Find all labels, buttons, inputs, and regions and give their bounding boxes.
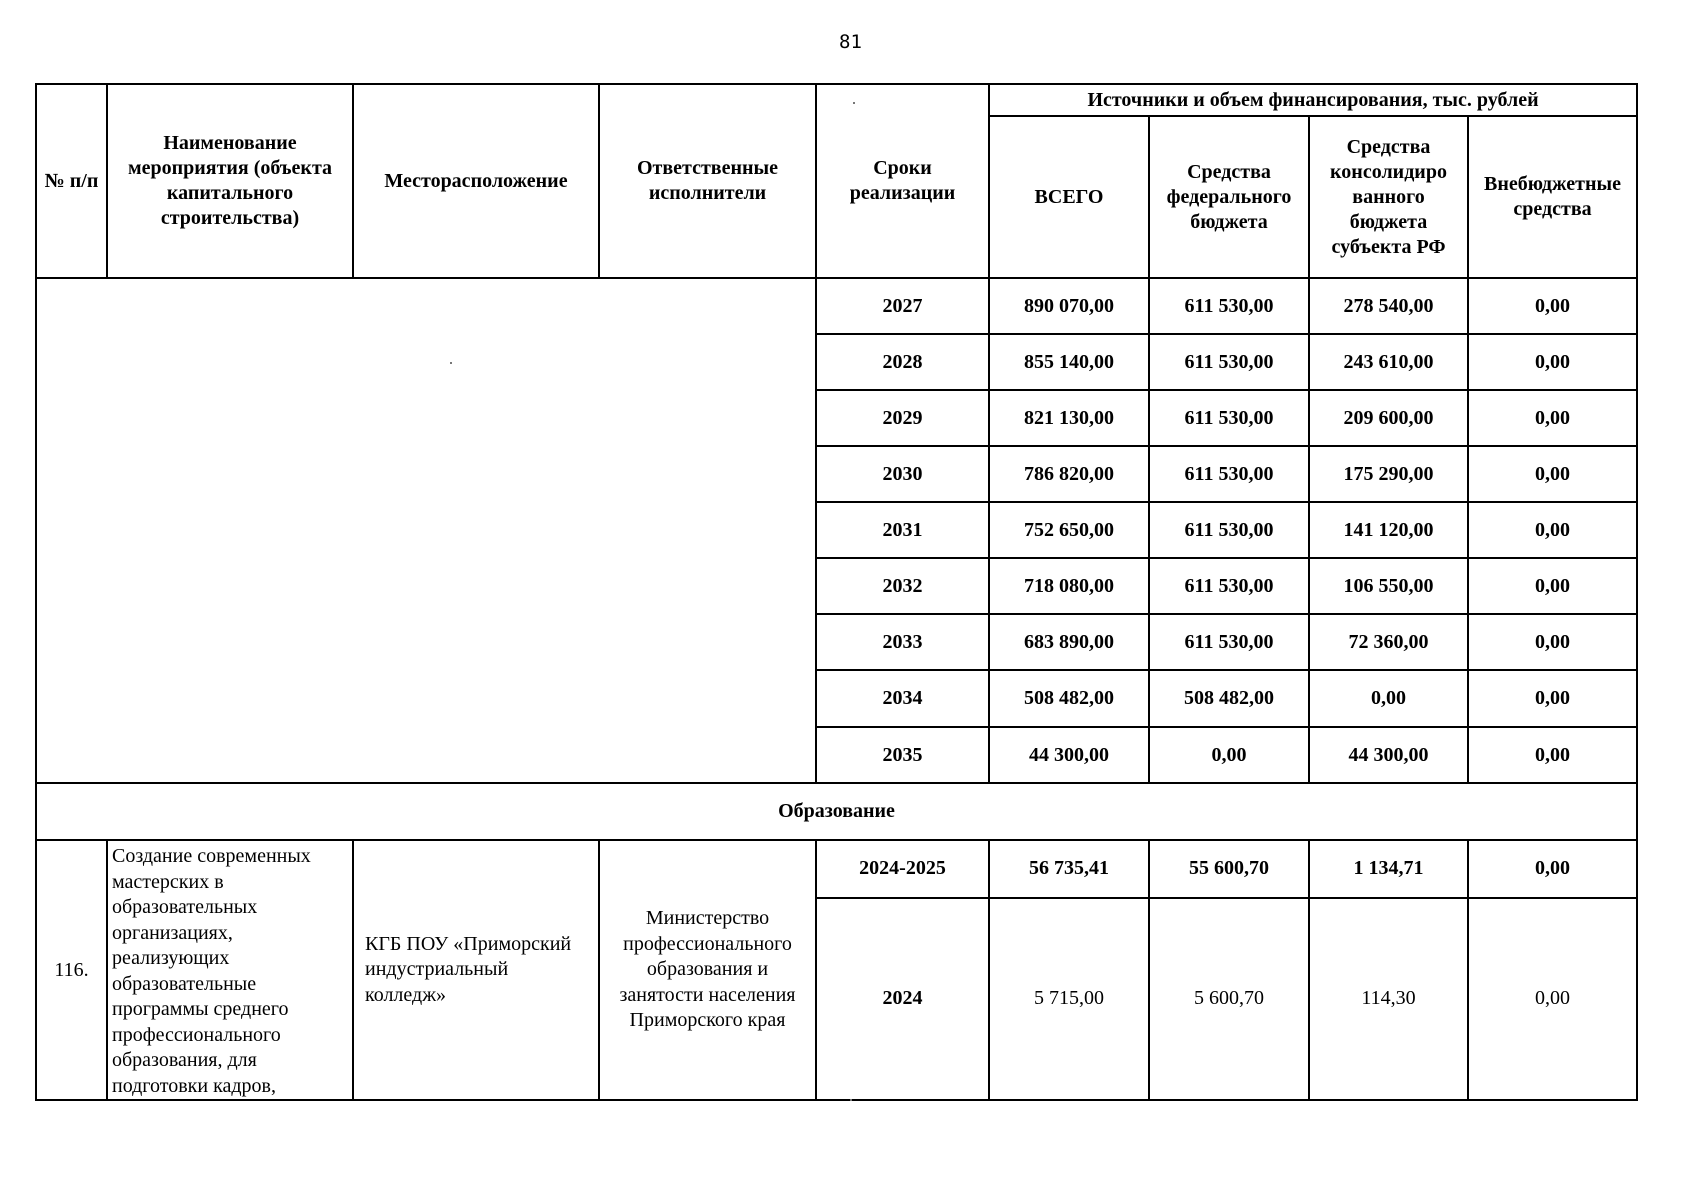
cell-extra: 0,00 (1468, 278, 1637, 334)
cell-year: 2034 (816, 670, 989, 727)
cell-extra: 0,00 (1468, 727, 1637, 783)
header-num: № п/п (36, 84, 107, 278)
cell-federal: 611 530,00 (1149, 502, 1309, 558)
cell-federal: 55 600,70 (1149, 840, 1309, 898)
cell-federal: 611 530,00 (1149, 390, 1309, 446)
cell-regional: 175 290,00 (1309, 446, 1468, 502)
cell-extra: 0,00 (1468, 334, 1637, 390)
cell-regional: 209 600,00 (1309, 390, 1468, 446)
cell-regional: 114,30 (1309, 898, 1468, 1100)
cell-year: 2028 (816, 334, 989, 390)
item-row-summary (36, 840, 1637, 898)
header-extra: Внебюджетные средства (1468, 116, 1637, 278)
cell-year: 2035 (816, 727, 989, 783)
cell-year: 2024 (816, 898, 989, 1100)
header-regional: Средства консолидиро ванного бюджета субъекта РФ (1309, 116, 1468, 278)
cell-total: 752 650,00 (989, 502, 1149, 558)
continuation-empty-cell (36, 278, 816, 783)
cell-total: 56 735,41 (989, 840, 1149, 898)
cell-total: 683 890,00 (989, 614, 1149, 670)
cell-total: 508 482,00 (989, 670, 1149, 727)
cell-federal: 611 530,00 (1149, 614, 1309, 670)
cell-regional: 72 360,00 (1309, 614, 1468, 670)
cell-extra: 0,00 (1468, 446, 1637, 502)
cell-total: 718 080,00 (989, 558, 1149, 614)
cell-total: 786 820,00 (989, 446, 1149, 502)
cell-federal: 611 530,00 (1149, 334, 1309, 390)
cell-total: 890 070,00 (989, 278, 1149, 334)
cell-federal: 611 530,00 (1149, 446, 1309, 502)
cell-federal: 611 530,00 (1149, 558, 1309, 614)
cell-regional: 278 540,00 (1309, 278, 1468, 334)
cell-regional: 44 300,00 (1309, 727, 1468, 783)
cell-regional: 243 610,00 (1309, 334, 1468, 390)
item-location: КГБ ПОУ «Приморский индустриальный колледж» (353, 840, 599, 1100)
cell-extra: 0,00 (1468, 558, 1637, 614)
item-executors: Министерство профессионального образования и занятости населения Приморского края (599, 840, 816, 1100)
header-name: Наименование мероприятия (объекта капитального строительства) (107, 84, 353, 278)
cell-regional: 1 134,71 (1309, 840, 1468, 898)
scan-speck (450, 362, 452, 364)
cell-year: 2031 (816, 502, 989, 558)
cell-regional: 0,00 (1309, 670, 1468, 727)
cell-extra: 0,00 (1468, 898, 1637, 1100)
cell-year: 2030 (816, 446, 989, 502)
cell-year: 2033 (816, 614, 989, 670)
header-location: Месторасположение (353, 84, 599, 278)
cell-total: 44 300,00 (989, 727, 1149, 783)
cell-regional: 106 550,00 (1309, 558, 1468, 614)
cell-year: 2027 (816, 278, 989, 334)
item-num: 116. (36, 840, 107, 1100)
cell-regional: 141 120,00 (1309, 502, 1468, 558)
header-total: ВСЕГО (989, 116, 1149, 278)
item-name: Создание современных мастерских в образовательных организациях, реализующих образовательные программы среднего профессионального образования, для подготовки кадров, (107, 840, 353, 1100)
header-executors: Ответственные исполнители (599, 84, 816, 278)
budget-table (35, 83, 1638, 1101)
cell-year: 2032 (816, 558, 989, 614)
cell-federal: 508 482,00 (1149, 670, 1309, 727)
cell-federal: 5 600,70 (1149, 898, 1309, 1100)
table-row (36, 278, 1637, 334)
cell-total: 5 715,00 (989, 898, 1149, 1100)
cell-federal: 611 530,00 (1149, 278, 1309, 334)
cell-extra: 0,00 (1468, 840, 1637, 898)
header-period: Сроки реализации (816, 84, 989, 278)
header-federal: Средства федерального бюджета (1149, 116, 1309, 278)
cell-extra: 0,00 (1468, 670, 1637, 727)
header-funding-group: Источники и объем финансирования, тыс. рублей (989, 84, 1637, 116)
page-number: 81 (839, 31, 862, 53)
cell-federal: 0,00 (1149, 727, 1309, 783)
section-row (36, 783, 1637, 840)
header-row-top (36, 84, 1637, 116)
cell-extra: 0,00 (1468, 502, 1637, 558)
cell-year: 2024-2025 (816, 840, 989, 898)
cell-extra: 0,00 (1468, 390, 1637, 446)
section-title: Образование (36, 783, 1637, 840)
cell-year: 2029 (816, 390, 989, 446)
cell-extra: 0,00 (1468, 614, 1637, 670)
cell-total: 821 130,00 (989, 390, 1149, 446)
scan-speck (853, 102, 855, 104)
scan-speck (850, 1099, 852, 1101)
cell-total: 855 140,00 (989, 334, 1149, 390)
